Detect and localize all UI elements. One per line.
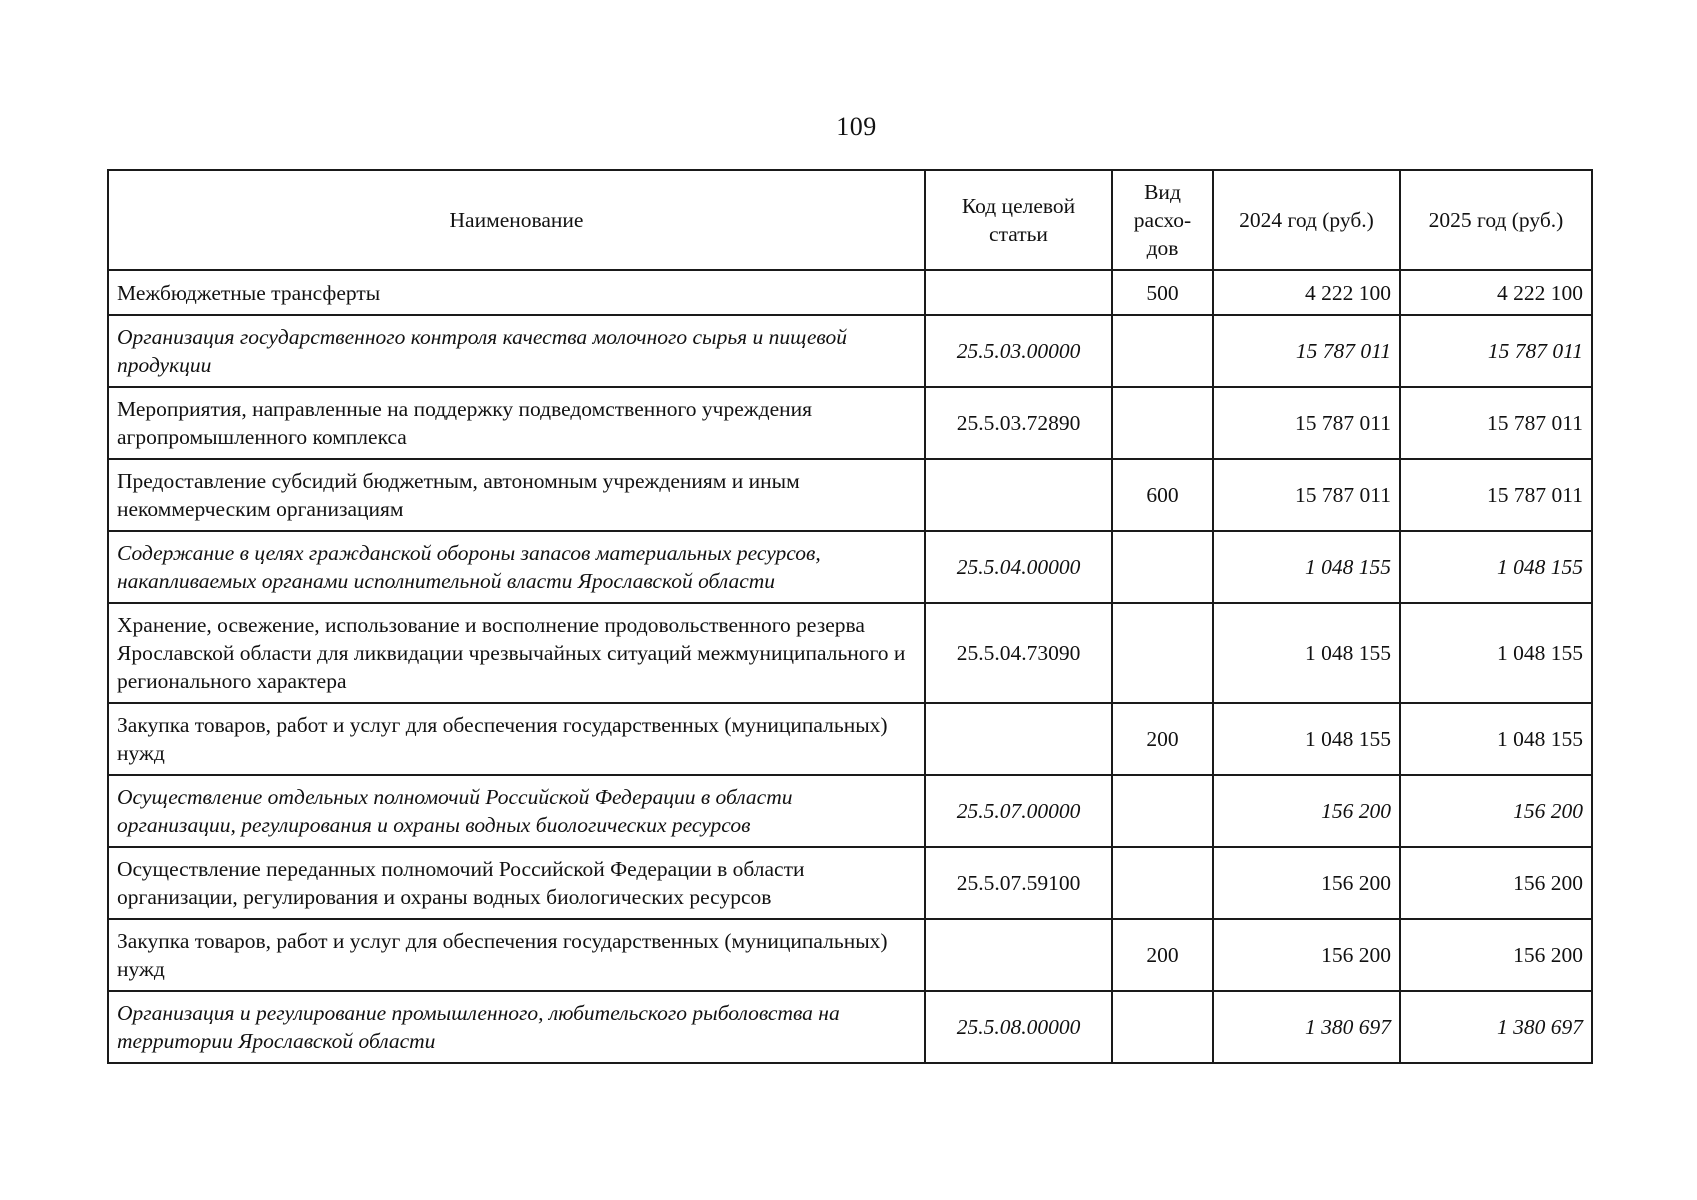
row-amount-2024: 1 380 697 bbox=[1213, 991, 1400, 1063]
row-amount-2025: 1 048 155 bbox=[1400, 603, 1592, 703]
row-type bbox=[1112, 603, 1213, 703]
row-name: Мероприятия, направленные на поддержку подведомственного учреждения агропромышленного комплекса bbox=[108, 387, 925, 459]
header-name: Наименование bbox=[108, 170, 925, 270]
row-code bbox=[925, 459, 1112, 531]
row-type: 600 bbox=[1112, 459, 1213, 531]
row-amount-2024: 1 048 155 bbox=[1213, 703, 1400, 775]
row-amount-2024: 156 200 bbox=[1213, 847, 1400, 919]
table-row bbox=[108, 459, 1592, 531]
table-row bbox=[108, 847, 1592, 919]
row-code: 25.5.03.00000 bbox=[925, 315, 1112, 387]
row-amount-2024: 156 200 bbox=[1213, 919, 1400, 991]
row-code bbox=[925, 919, 1112, 991]
table-row bbox=[108, 531, 1592, 603]
row-amount-2025: 15 787 011 bbox=[1400, 387, 1592, 459]
row-amount-2024: 15 787 011 bbox=[1213, 315, 1400, 387]
row-name: Хранение, освежение, использование и восполнение продовольственного резерва Ярославской области для ликвидации чрезвычайных ситуаций межмуниципального и регионального характера bbox=[108, 603, 925, 703]
row-type bbox=[1112, 991, 1213, 1063]
table-row bbox=[108, 919, 1592, 991]
row-amount-2025: 156 200 bbox=[1400, 775, 1592, 847]
row-type: 500 bbox=[1112, 270, 1213, 315]
row-amount-2025: 1 048 155 bbox=[1400, 703, 1592, 775]
row-amount-2024: 156 200 bbox=[1213, 775, 1400, 847]
row-code: 25.5.04.00000 bbox=[925, 531, 1112, 603]
row-code: 25.5.07.59100 bbox=[925, 847, 1112, 919]
table-row bbox=[108, 315, 1592, 387]
table-row bbox=[108, 387, 1592, 459]
row-name: Предоставление субсидий бюджетным, автономным учреждениям и иным некоммерческим организациям bbox=[108, 459, 925, 531]
row-amount-2024: 15 787 011 bbox=[1213, 387, 1400, 459]
table-row bbox=[108, 270, 1592, 315]
header-code: Код целевой статьи bbox=[925, 170, 1112, 270]
row-type bbox=[1112, 387, 1213, 459]
table-row bbox=[108, 603, 1592, 703]
table-row bbox=[108, 775, 1592, 847]
row-name: Межбюджетные трансферты bbox=[108, 270, 925, 315]
row-name: Закупка товаров, работ и услуг для обеспечения государственных (муниципальных) нужд bbox=[108, 703, 925, 775]
row-code bbox=[925, 703, 1112, 775]
row-amount-2024: 1 048 155 bbox=[1213, 531, 1400, 603]
row-amount-2025: 1 380 697 bbox=[1400, 991, 1592, 1063]
table-row bbox=[108, 703, 1592, 775]
row-amount-2024: 15 787 011 bbox=[1213, 459, 1400, 531]
page-number: 109 bbox=[836, 112, 877, 141]
row-code: 25.5.07.00000 bbox=[925, 775, 1112, 847]
row-code: 25.5.03.72890 bbox=[925, 387, 1112, 459]
row-type bbox=[1112, 315, 1213, 387]
table-row bbox=[108, 991, 1592, 1063]
row-amount-2025: 156 200 bbox=[1400, 847, 1592, 919]
row-type bbox=[1112, 775, 1213, 847]
row-type bbox=[1112, 531, 1213, 603]
row-code: 25.5.04.73090 bbox=[925, 603, 1112, 703]
row-amount-2024: 1 048 155 bbox=[1213, 603, 1400, 703]
row-amount-2024: 4 222 100 bbox=[1213, 270, 1400, 315]
row-amount-2025: 1 048 155 bbox=[1400, 531, 1592, 603]
budget-table bbox=[107, 169, 1593, 1064]
row-code bbox=[925, 270, 1112, 315]
row-code: 25.5.08.00000 bbox=[925, 991, 1112, 1063]
row-type: 200 bbox=[1112, 919, 1213, 991]
row-name: Содержание в целях гражданской обороны запасов материальных ресурсов, накапливаемых органами исполнительной власти Ярославской области bbox=[108, 531, 925, 603]
row-name: Осуществление отдельных полномочий Российской Федерации в области организации, регулирования и охраны водных биологических ресурсов bbox=[108, 775, 925, 847]
row-amount-2025: 156 200 bbox=[1400, 919, 1592, 991]
row-name: Закупка товаров, работ и услуг для обеспечения государственных (муниципальных) нужд bbox=[108, 919, 925, 991]
row-amount-2025: 4 222 100 bbox=[1400, 270, 1592, 315]
table-header-row bbox=[108, 170, 1592, 270]
row-name: Организация и регулирование промышленного, любительского рыболовства на территории Ярославской области bbox=[108, 991, 925, 1063]
row-type bbox=[1112, 847, 1213, 919]
row-name: Организация государственного контроля качества молочного сырья и пищевой продукции bbox=[108, 315, 925, 387]
header-year-2025: 2025 год (руб.) bbox=[1400, 170, 1592, 270]
row-amount-2025: 15 787 011 bbox=[1400, 459, 1592, 531]
row-amount-2025: 15 787 011 bbox=[1400, 315, 1592, 387]
row-type: 200 bbox=[1112, 703, 1213, 775]
row-name: Осуществление переданных полномочий Российской Федерации в области организации, регулирования и охраны водных биологических ресурсов bbox=[108, 847, 925, 919]
header-type: Вид расхо-дов bbox=[1112, 170, 1213, 270]
header-year-2024: 2024 год (руб.) bbox=[1213, 170, 1400, 270]
